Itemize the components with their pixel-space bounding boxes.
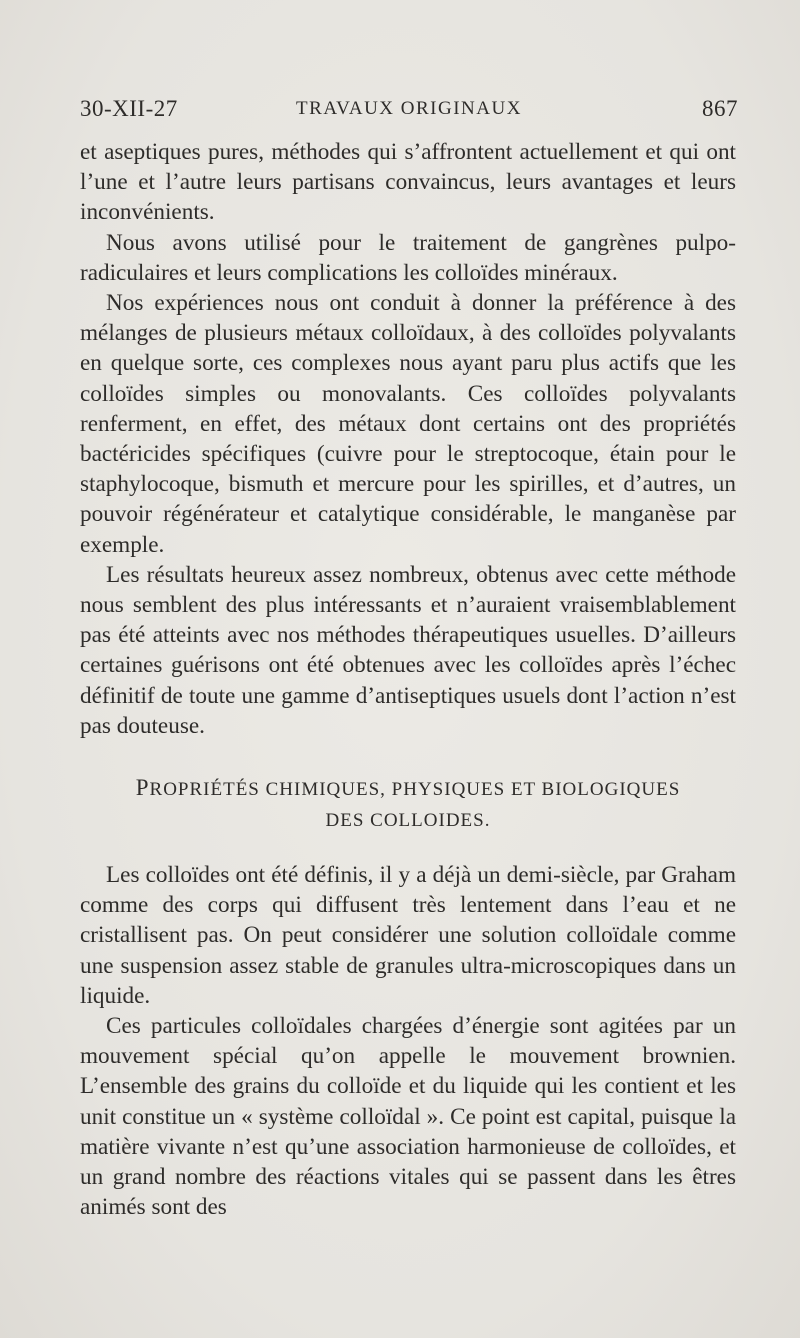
header-date: 30-XII-27 <box>80 96 178 121</box>
header-title: TRAVAUX ORIGINAUX <box>296 98 522 119</box>
paragraph-gangrenes: Nous avons utilisé pour le traitement de gangrènes pulpo-radiculaires et leurs complications les colloïdes minéraux. <box>80 229 736 286</box>
paragraph-definition: Les colloïdes ont été définis, il y a déjà un demi-siècle, par Graham comme des corps qui diffusent très lentement dans l’eau et ne cristallisent pas. On peut considérer une solution colloïdale comme une suspension assez stable de granules ultra-microscopiques dans un liquide. <box>80 862 736 1009</box>
section-heading-line-1: PROPRIÉTÉS CHIMIQUES, PHYSIQUES ET BIOLOGIQUES <box>135 775 681 800</box>
paragraph-continuation: et aseptiques pures, méthodes qui s’affrontent actuellement et qui ont l’une et l’autre leurs partisans convaincus, leurs avantages et leurs inconvénients. <box>80 139 736 226</box>
paragraph-experiences: Nos expériences nous ont conduit à donner la préférence à des mélanges de plusieurs métaux colloïdaux, à des colloïdes polyvalants en quelque sorte, ces complexes nous ayant paru plus actifs que les colloïdes simples ou monovalants. Ces colloïdes polyvalants renferment, en effet, des métaux dont certains ont des propriétés bactéricides spécifiques (cuivre pour le streptocoque, étain pour le staphylocoque, bismuth et mercure pour les spirilles, et d’autres, un pouvoir régénérateur et catalytique considérable, le manganèse par exemple. <box>80 290 736 558</box>
paragraph-resultats: Les résultats heureux assez nombreux, obtenus avec cette méthode nous semblent des plus intéressants et n’auraient vraisemblablement pas été atteints avec nos méthodes thérapeutiques usuelles. D’ailleurs certaines guérisons ont été obtenues avec les colloïdes après l’échec définitif de toute une gamme d’antiseptiques usuels dont l’action n’est pas douteuse. <box>80 561 736 739</box>
body-section-2 <box>80 860 736 1222</box>
paragraph-particules: Ces particules colloïdales chargées d’énergie sont agitées par un mouvement spécial qu’on appelle le mouvement brownien. L’ensemble des grains du colloïde et du liquide qui les contient et les unit constitue un « système colloïdal ». Ce point est capital, puisque la matière vivante n’est qu’une association harmonieuse de colloïdes, et un grand nombre des réactions vitales qui se passent dans les êtres animés sont des <box>80 1013 736 1221</box>
body-section-1 <box>80 137 736 741</box>
running-header <box>80 96 738 126</box>
section-heading <box>80 772 736 836</box>
section-heading-line-2: DES COLLOIDES. <box>325 810 491 831</box>
page-number: 867 <box>702 96 738 121</box>
